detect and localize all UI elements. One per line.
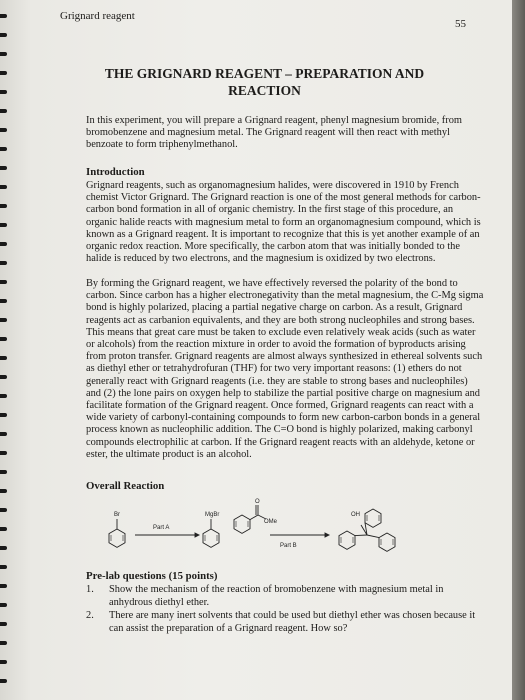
binding-ring — [0, 128, 7, 132]
binding-ring — [0, 679, 7, 683]
binding-ring — [0, 166, 7, 170]
label-mgbr: MgBr — [205, 512, 220, 518]
binding-ring — [0, 508, 7, 512]
binding-ring — [0, 90, 7, 94]
binding-ring — [0, 318, 7, 322]
binding-ring — [0, 622, 7, 626]
introduction-paragraph-1: Grignard reagents, such as organomagnesium halides, were discovered in 1910 by French chemist Victor Grignard. The Grignard reaction is one of the most general methods for carbon-carbon bond formation in all of organic chemistry. In the first stage of this procedure, an organic halide reacts with magnesium metal to form an organomagnesium compound, which is known as a Grignard reagent. It is important to recognize that this is yet another example of an organic redox reaction. More specifically, the carbon atom that was initially bonded to the halide is reduced by two electrons, and the magnesium is oxidized by two electrons. — [86, 180, 481, 265]
binding-ring — [0, 641, 7, 645]
label-o: O — [255, 499, 260, 505]
reaction-scheme — [95, 495, 445, 565]
binding-ring — [0, 261, 7, 265]
label-br: Br — [114, 512, 120, 518]
page-number: 55 — [455, 18, 466, 30]
binding-ring — [0, 71, 7, 75]
question-number: 1. — [86, 584, 94, 595]
overall-reaction-heading: Overall Reaction — [86, 480, 165, 492]
binding-ring — [0, 394, 7, 398]
binding-ring — [0, 14, 7, 18]
label-part-a: Part A — [153, 525, 170, 531]
binding-ring — [0, 565, 7, 569]
binding-ring — [0, 451, 7, 455]
binding-ring — [0, 109, 7, 113]
benzene-ring-product-left — [339, 531, 355, 549]
label-part-b: Part B — [280, 543, 297, 549]
binding-ring — [0, 356, 7, 360]
binding-ring — [0, 584, 7, 588]
page-edge-shadow — [512, 0, 525, 700]
running-title: Grignard reagent — [60, 10, 135, 22]
binding-ring — [0, 375, 7, 379]
binding-ring — [0, 280, 7, 284]
binding-ring — [0, 242, 7, 246]
intro-paragraph: In this experiment, you will prepare a Grignard reagent, phenyl magnesium bromide, from bromobenzene and magnesium metal. The Grignard reagent will then react with methyl benzoate to form triphenylmethanol. — [86, 115, 462, 151]
binding-ring — [0, 52, 7, 56]
introduction-heading: Introduction — [86, 166, 145, 178]
binding-ring — [0, 33, 7, 37]
binding-ring — [0, 603, 7, 607]
benzene-ring-methyl-benzoate — [234, 515, 250, 533]
prelab-heading: Pre-lab questions (15 points) — [86, 570, 218, 582]
question-number: 2. — [86, 610, 94, 621]
binding-ring — [0, 299, 7, 303]
benzene-ring-bromobenzene — [109, 529, 125, 547]
page-title: THE GRIGNARD REAGENT – PREPARATION AND REACTION — [104, 66, 425, 98]
binding-ring — [0, 546, 7, 550]
binding-ring — [0, 660, 7, 664]
label-ome: OMe — [264, 519, 278, 525]
spiral-binding — [0, 0, 10, 700]
benzene-ring-product-top — [365, 509, 381, 527]
binding-ring — [0, 147, 7, 151]
binding-ring — [0, 489, 7, 493]
question-text: Show the mechanism of the reaction of bromobenzene with magnesium metal in anhydrous diethyl ether. — [109, 584, 444, 608]
label-oh: OH — [351, 512, 360, 518]
binding-ring — [0, 223, 7, 227]
benzene-ring-phenylmagnesium-bromide — [203, 529, 219, 547]
binding-ring — [0, 337, 7, 341]
benzene-ring-product-right — [379, 533, 395, 551]
binding-ring — [0, 470, 7, 474]
prelab-question — [86, 610, 484, 636]
binding-ring — [0, 204, 7, 208]
binding-ring — [0, 185, 7, 189]
question-text: There are many inert solvents that could be used but diethyl ether was chosen because it can assist the preparation of a Grignard reagent. How so? — [109, 610, 476, 634]
binding-ring — [0, 413, 7, 417]
prelab-question — [86, 584, 484, 610]
binding-ring — [0, 432, 7, 436]
introduction-paragraph-2: By forming the Grignard reagent, we have effectively reversed the polarity of the bond to carbon. Since carbon has a higher electronegativity than the metal magnesium, the C-Mg sigma bond is highly polarized, placing a partial negative charge on carbon. As a result, Grignard reagents act as carbanion equivalents, and they are both strong nucleophiles and strong bases. This means that great care must be taken to exclude even relatively weak acids (such as water or alcohols) from the reaction mixture in order to avoid the formation of byproducts arising from proton transfer. Grignard reagents are almost always synthesized in ethereal solvents such as diethyl ether or tetrahydrofuran (THF) for two very important reasons: (1) ethers do not generally react with Grignard reagents (i.e. they are stable to strong bases and nucleophiles) and (2) the lone pairs on oxygen help to stabilize the partial positive charge on magnesium and facilitate formation of the Grignard reagent. Once formed, Grignard reagents can react with a wide variety of carbonyl-containing compounds to form new carbon-carbon bonds in a general process known as nucleophilic addition. The C=O bond is highly polarized, making carbonyl compounds electrophilic at carbon. If the Grignard reagent reacts with an aldehyde, ketone or ester, the ultimate product is an alcohol. — [86, 278, 484, 460]
binding-ring — [0, 527, 7, 531]
